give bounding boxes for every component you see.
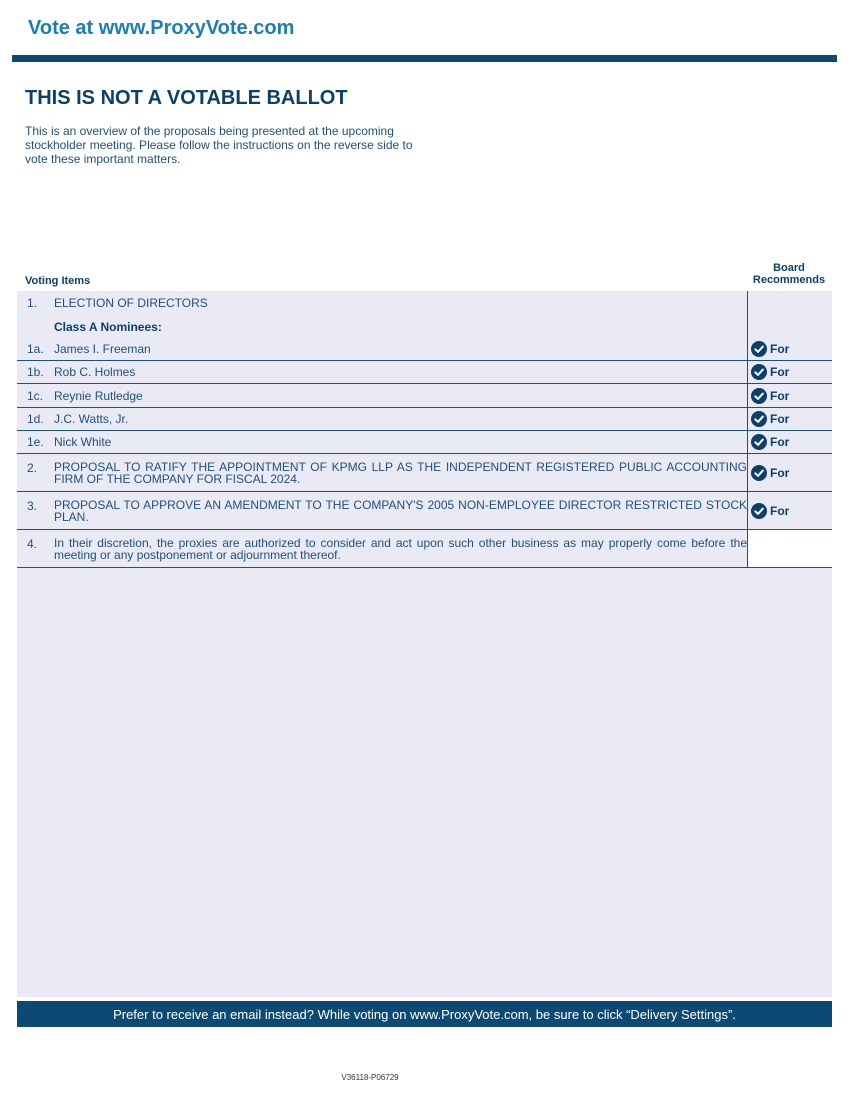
item-text: Rob C. Holmes xyxy=(54,365,136,379)
header-rule xyxy=(12,55,837,62)
voting-item-row xyxy=(17,492,832,530)
check-circle-icon xyxy=(751,341,767,357)
item-recommendation xyxy=(747,431,832,453)
item-number: 1. xyxy=(27,296,38,310)
item-number xyxy=(17,315,54,338)
recommendation-label: For xyxy=(770,503,790,518)
board-recommends-line1: Board xyxy=(773,262,805,274)
item-subheading: Class A Nominees: xyxy=(54,319,162,334)
check-circle-icon xyxy=(751,388,767,404)
recommendation-label: For xyxy=(770,435,790,449)
recommendation-label: For xyxy=(770,342,790,356)
item-number: 1e. xyxy=(27,435,44,449)
item-recommendation xyxy=(747,408,832,430)
intro-text: This is an overview of the proposals being presented at the upcoming stockholder meeting. Please follow the instructions on the reverse side to vote these important matters. xyxy=(25,124,413,166)
item-text: Reynie Rutledge xyxy=(54,388,143,403)
voting-item-row xyxy=(17,361,832,384)
voting-item-row xyxy=(17,431,832,454)
voting-item-row xyxy=(17,315,832,338)
proxyvote-header-link[interactable]: Vote at www.ProxyVote.com xyxy=(28,17,295,39)
item-text: In their discretion, the proxies are authorized to consider and act upon such other business as may properly come before the meeting or any postponement or adjournment thereof. xyxy=(54,535,747,562)
item-recommendation xyxy=(747,315,832,338)
recommendation-label: For xyxy=(770,412,790,426)
item-number: 1b. xyxy=(27,365,44,379)
item-number: 1c. xyxy=(27,388,44,403)
recommendation-label: For xyxy=(770,365,790,379)
recommendation-label: For xyxy=(770,388,790,403)
document-code: V36118-P06729 xyxy=(341,1073,399,1082)
item-number: 4. xyxy=(27,537,38,551)
item-recommendation xyxy=(747,454,832,491)
item-number: 1a. xyxy=(27,342,44,356)
check-circle-icon xyxy=(751,411,767,427)
check-circle-icon xyxy=(751,503,767,519)
check-circle-icon xyxy=(751,434,767,450)
voting-item-row xyxy=(17,454,832,492)
voting-items-table xyxy=(17,291,832,568)
item-recommendation xyxy=(747,492,832,529)
item-text: Nick White xyxy=(54,435,112,449)
check-circle-icon xyxy=(751,364,767,380)
item-text: PROPOSAL TO APPROVE AN AMENDMENT TO THE COMPANY'S 2005 NON-EMPLOYEE DIRECTOR RESTRICTED STOCK PLAN. xyxy=(54,497,747,524)
voting-item-row xyxy=(17,291,832,315)
item-number: 1d. xyxy=(27,412,44,426)
board-recommends-header xyxy=(749,262,829,286)
item-recommendation xyxy=(747,530,832,567)
item-recommendation xyxy=(747,361,832,383)
delivery-settings-banner xyxy=(17,1001,832,1027)
voting-item-row xyxy=(17,408,832,431)
voting-item-row xyxy=(17,384,832,408)
item-text: PROPOSAL TO RATIFY THE APPOINTMENT OF KPMG LLP AS THE INDEPENDENT REGISTERED PUBLIC ACCOUNTING FIRM OF THE COMPANY FOR FISCAL 2024. xyxy=(54,459,747,486)
item-recommendation xyxy=(747,384,832,407)
page-title: THIS IS NOT A VOTABLE BALLOT xyxy=(25,87,348,109)
board-recommends-line2: Recommends xyxy=(752,274,826,286)
item-recommendation xyxy=(747,338,832,360)
item-text: ELECTION OF DIRECTORS xyxy=(54,296,208,310)
item-number: 2. xyxy=(27,461,38,475)
delivery-settings-text: Prefer to receive an email instead? While voting on www.ProxyVote.com, be sure to click “Delivery Settings”. xyxy=(113,1006,736,1022)
voting-item-row xyxy=(17,338,832,361)
item-number: 3. xyxy=(27,499,38,513)
item-text: J.C. Watts, Jr. xyxy=(54,412,129,426)
check-circle-icon xyxy=(751,465,767,481)
recommendation-label: For xyxy=(770,465,790,480)
voting-item-row xyxy=(17,530,832,568)
item-text: James I. Freeman xyxy=(54,342,151,356)
item-recommendation xyxy=(747,291,832,315)
voting-items-header: Voting Items xyxy=(25,275,91,287)
